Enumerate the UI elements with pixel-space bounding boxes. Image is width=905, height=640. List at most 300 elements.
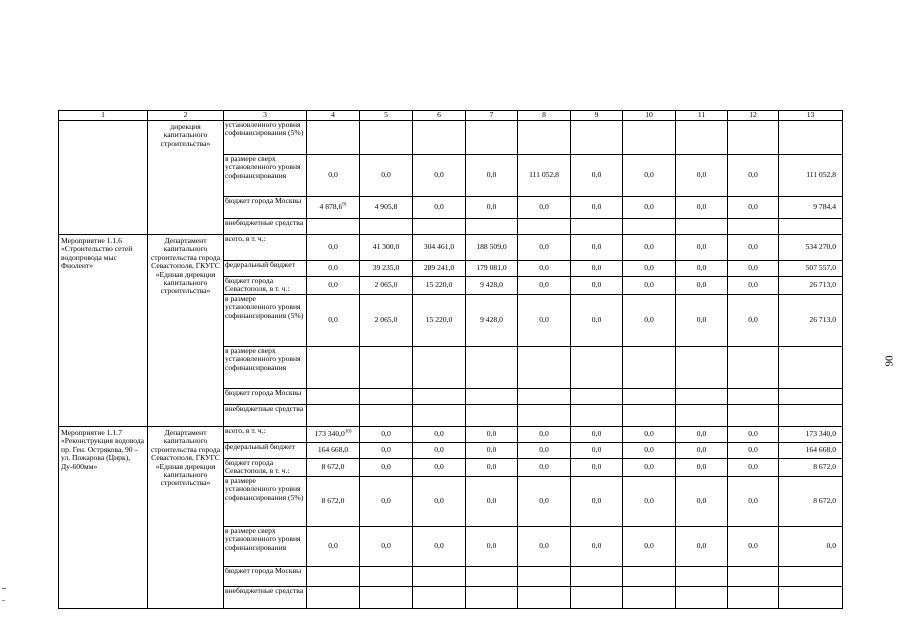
- value-cell: [676, 219, 728, 235]
- value-cell: [360, 587, 413, 609]
- value-cell: [728, 567, 779, 587]
- value-cell: [571, 405, 623, 427]
- value-cell: [466, 527, 518, 567]
- funding-source-cell: в размере сверх установленного уровня софинансирования: [224, 155, 307, 197]
- value-cell: [413, 405, 466, 427]
- value-text: 164 668,0: [805, 445, 836, 455]
- value-cell: [466, 261, 518, 277]
- column-header-row: [59, 111, 843, 121]
- value-text: 0,0: [748, 170, 758, 180]
- table-row: [59, 427, 843, 443]
- activity-cell: [59, 121, 148, 235]
- table-row: [59, 121, 843, 155]
- value-cell: [779, 477, 843, 527]
- value-text: 0,0: [644, 445, 654, 455]
- value-text: 0,0: [486, 429, 497, 439]
- funding-source-cell: бюджет города Севастополя, в т. ч.:: [224, 459, 307, 477]
- value-text: 0,0: [748, 541, 758, 551]
- value-text: 0,0: [381, 541, 391, 551]
- value-cell: [623, 459, 676, 477]
- funding-source-cell: в размере установленного уровня софинансирования (5%): [224, 477, 307, 527]
- value-cell: [779, 427, 843, 443]
- value-cell: [413, 427, 466, 443]
- value-text: 0,0: [748, 462, 758, 472]
- value-text: 0,0: [539, 541, 549, 551]
- value-cell: [571, 389, 623, 405]
- value-cell: [360, 443, 413, 459]
- value-text: 9 784,4: [813, 202, 836, 212]
- value-text: 0,0: [591, 445, 602, 455]
- value-cell: [307, 477, 360, 527]
- value-cell: [360, 527, 413, 567]
- value-cell: [676, 427, 728, 443]
- value-text: 0,0: [644, 315, 654, 325]
- value-cell: [307, 235, 360, 261]
- value-cell: [466, 443, 518, 459]
- value-text: 0,0: [696, 202, 707, 212]
- value-cell: [779, 443, 843, 459]
- footnote-mark: 10): [344, 429, 352, 435]
- value-cell: [623, 197, 676, 219]
- value-cell: [676, 155, 728, 197]
- value-cell: [571, 567, 623, 587]
- value-cell: [779, 155, 843, 197]
- value-text: 0,0: [748, 445, 758, 455]
- value-text: 0,0: [748, 242, 758, 252]
- value-cell: [360, 459, 413, 477]
- value-text: 0,0: [486, 445, 497, 455]
- value-text: 0,0: [826, 541, 836, 551]
- value-cell: [676, 197, 728, 219]
- value-cell: [413, 587, 466, 609]
- value-cell: [728, 277, 779, 295]
- funding-source-cell: федеральный бюджет: [224, 443, 307, 459]
- value-cell: [623, 427, 676, 443]
- value-cell: [728, 389, 779, 405]
- value-cell: [413, 459, 466, 477]
- value-text: 0,0: [591, 263, 602, 273]
- value-text: 0,0: [434, 541, 444, 551]
- value-cell: [307, 347, 360, 389]
- value-cell: [571, 261, 623, 277]
- value-cell: [676, 295, 728, 347]
- column-header: 8: [518, 111, 571, 121]
- value-cell: [518, 427, 571, 443]
- value-cell: [518, 443, 571, 459]
- value-cell: [676, 527, 728, 567]
- value-cell: [728, 477, 779, 527]
- value-text: 0,0: [644, 202, 654, 212]
- value-text: 0,0: [696, 263, 707, 273]
- value-text: 0,0: [748, 202, 758, 212]
- value-cell: [466, 277, 518, 295]
- column-header: 9: [571, 111, 623, 121]
- value-cell: [360, 197, 413, 219]
- value-cell: [779, 219, 843, 235]
- value-cell: [518, 587, 571, 609]
- value-cell: [571, 155, 623, 197]
- column-header: 2: [148, 111, 224, 121]
- value-cell: [676, 235, 728, 261]
- value-cell: [676, 587, 728, 609]
- value-cell: [779, 567, 843, 587]
- value-cell: [466, 477, 518, 527]
- value-cell: [413, 477, 466, 527]
- value-cell: [360, 261, 413, 277]
- value-cell: [676, 277, 728, 295]
- value-text: 0,0: [748, 429, 758, 439]
- value-text: 188 509,0: [476, 242, 507, 252]
- value-cell: [413, 277, 466, 295]
- value-text: 0,0: [328, 242, 338, 252]
- value-cell: [728, 459, 779, 477]
- value-cell: [728, 427, 779, 443]
- value-text: 111 052,8: [806, 170, 836, 180]
- value-text: 0,0: [696, 429, 707, 439]
- value-text: 15 220,0: [425, 315, 453, 325]
- value-cell: [518, 459, 571, 477]
- value-text: 0,0: [328, 541, 338, 551]
- value-cell: [413, 443, 466, 459]
- value-cell: [779, 197, 843, 219]
- value-text: 0,0: [644, 170, 654, 180]
- column-header: 3: [224, 111, 307, 121]
- value-cell: [571, 443, 623, 459]
- value-cell: [779, 261, 843, 277]
- value-text: 304 461,0: [423, 242, 455, 252]
- value-cell: [360, 427, 413, 443]
- value-cell: [728, 235, 779, 261]
- value-text: 173 340,0: [805, 429, 836, 439]
- value-cell: [466, 295, 518, 347]
- value-text: 0,0: [644, 263, 654, 273]
- value-text: 0,0: [381, 496, 391, 506]
- value-cell: [779, 121, 843, 155]
- value-text: 173 340,0: [314, 429, 345, 439]
- value-cell: [571, 527, 623, 567]
- value-text: 0,0: [381, 170, 391, 180]
- value-cell: [307, 427, 360, 443]
- value-cell: [779, 347, 843, 389]
- column-header: 1: [59, 111, 148, 121]
- value-cell: [413, 261, 466, 277]
- value-cell: [728, 443, 779, 459]
- value-cell: [413, 527, 466, 567]
- value-text: 0,0: [328, 263, 338, 273]
- value-cell: [307, 261, 360, 277]
- value-cell: [571, 121, 623, 155]
- column-header: 6: [413, 111, 466, 121]
- value-cell: [518, 295, 571, 347]
- value-text: 0,0: [644, 242, 654, 252]
- value-cell: [623, 347, 676, 389]
- value-text: 0,0: [748, 496, 758, 506]
- value-cell: [307, 405, 360, 427]
- value-text: 9 428,0: [480, 315, 503, 325]
- value-cell: [466, 235, 518, 261]
- value-text: 4 905,8: [374, 202, 398, 212]
- value-cell: [360, 389, 413, 405]
- column-header: 10: [623, 111, 676, 121]
- value-text: 0,0: [539, 496, 549, 506]
- value-cell: [413, 347, 466, 389]
- funding-source-cell: внебюджетные средства: [224, 587, 307, 609]
- value-cell: [466, 219, 518, 235]
- value-cell: [571, 459, 623, 477]
- value-cell: [623, 389, 676, 405]
- value-cell: [518, 197, 571, 219]
- value-cell: [779, 405, 843, 427]
- column-header: 7: [466, 111, 518, 121]
- value-text: 0,0: [486, 170, 497, 180]
- value-text: 0,0: [748, 315, 758, 325]
- funding-source-cell: бюджет города Москвы: [224, 567, 307, 587]
- table-body: [59, 111, 843, 609]
- value-cell: [307, 459, 360, 477]
- value-text: 507 557,0: [805, 263, 836, 273]
- value-text: 0,0: [591, 170, 602, 180]
- value-cell: [571, 427, 623, 443]
- value-text: 4 878,6: [319, 202, 343, 212]
- value-cell: [779, 235, 843, 261]
- value-cell: [466, 405, 518, 427]
- activity-cell: Мероприятие 1.1.6 «Строительство сетей водопровода мыс Фиолент»: [59, 235, 148, 427]
- value-cell: [779, 389, 843, 405]
- value-text: 0,0: [486, 202, 497, 212]
- value-cell: [623, 295, 676, 347]
- value-cell: [676, 121, 728, 155]
- value-cell: [360, 405, 413, 427]
- value-cell: [307, 443, 360, 459]
- value-cell: [623, 155, 676, 197]
- value-cell: [413, 295, 466, 347]
- value-cell: [518, 261, 571, 277]
- value-text: 179 081,0: [476, 263, 507, 273]
- funding-source-cell: в размере установленного уровня софинансирования (5%): [224, 295, 307, 347]
- funding-source-cell: всего, в т. ч.:: [224, 427, 307, 443]
- value-cell: [571, 477, 623, 527]
- value-text: 0,0: [591, 315, 602, 325]
- value-cell: [676, 567, 728, 587]
- value-cell: [518, 567, 571, 587]
- value-text: 0,0: [591, 242, 602, 252]
- value-text: 0,0: [434, 445, 444, 455]
- value-text: 0,0: [328, 315, 338, 325]
- funding-source-cell: бюджет города Севастополя, в т. ч.:: [224, 277, 307, 295]
- scan-edge-mark: [2, 600, 5, 601]
- value-cell: [413, 219, 466, 235]
- value-cell: [571, 347, 623, 389]
- value-text: 0,0: [696, 496, 707, 506]
- value-cell: [413, 155, 466, 197]
- value-cell: [518, 219, 571, 235]
- value-cell: [571, 295, 623, 347]
- value-text: 39 235,0: [372, 263, 400, 273]
- funding-source-cell: бюджет города Москвы: [224, 197, 307, 219]
- value-text: 0,0: [434, 496, 444, 506]
- value-text: 0,0: [644, 541, 654, 551]
- activity-cell: Мероприятие 1.1.7 «Реконструкция водовода пр. Ген. Острякова, 90 – ул. Пожарова (Цирк), Ду-600мм»: [59, 427, 148, 609]
- value-text: 0,0: [539, 462, 549, 472]
- value-cell: [623, 443, 676, 459]
- value-cell: [360, 121, 413, 155]
- value-text: 8 672,0: [813, 462, 836, 472]
- value-cell: [413, 197, 466, 219]
- value-text: 0,0: [539, 242, 549, 252]
- value-text: 0,0: [434, 170, 444, 180]
- executor-cell: дирекция капитального строительства»: [148, 121, 224, 235]
- value-cell: [779, 277, 843, 295]
- value-cell: [307, 389, 360, 405]
- value-cell: [728, 197, 779, 219]
- value-cell: [571, 235, 623, 261]
- value-text: 0,0: [328, 170, 338, 180]
- value-cell: [623, 527, 676, 567]
- value-text: 26 713,0: [809, 280, 836, 290]
- value-text: 0,0: [539, 263, 549, 273]
- value-cell: [518, 121, 571, 155]
- value-text: 2 065,0: [374, 280, 398, 290]
- value-cell: [307, 295, 360, 347]
- value-cell: [307, 155, 360, 197]
- value-cell: [623, 277, 676, 295]
- value-text: 0,0: [434, 202, 444, 212]
- value-cell: [779, 527, 843, 567]
- value-text: 0,0: [434, 429, 444, 439]
- value-cell: [518, 347, 571, 389]
- value-text: 0,0: [539, 280, 549, 290]
- value-cell: [413, 389, 466, 405]
- value-cell: [466, 459, 518, 477]
- value-text: 0,0: [696, 541, 707, 551]
- value-cell: [307, 219, 360, 235]
- value-cell: [360, 277, 413, 295]
- value-cell: [360, 477, 413, 527]
- value-cell: [360, 295, 413, 347]
- value-cell: [307, 277, 360, 295]
- value-text: 0,0: [644, 429, 654, 439]
- value-cell: [728, 219, 779, 235]
- value-cell: [779, 459, 843, 477]
- value-cell: [623, 587, 676, 609]
- value-cell: [571, 277, 623, 295]
- value-cell: [728, 295, 779, 347]
- value-cell: [676, 443, 728, 459]
- executor-cell: Департамент капитального строительства города Севастополя, ГКУГС «Единая дирекция капитального строительства»: [148, 235, 224, 427]
- funding-table: [58, 110, 843, 609]
- value-cell: [466, 347, 518, 389]
- value-cell: [518, 277, 571, 295]
- value-text: 2 065,0: [374, 315, 398, 325]
- value-text: 15 220,0: [425, 280, 453, 290]
- value-cell: [413, 235, 466, 261]
- value-text: 0,0: [591, 429, 602, 439]
- value-text: 0,0: [644, 462, 654, 472]
- value-text: 111 052,8: [529, 170, 559, 180]
- value-cell: [466, 567, 518, 587]
- value-text: 26 713,0: [809, 315, 836, 325]
- value-text: 0,0: [748, 263, 758, 273]
- value-cell: [779, 587, 843, 609]
- value-text: 0,0: [644, 280, 654, 290]
- funding-source-cell: внебюджетные средства: [224, 219, 307, 235]
- value-cell: [571, 587, 623, 609]
- funding-source-cell: установленного уровня софинансирования (5%): [224, 121, 307, 155]
- value-cell: [728, 261, 779, 277]
- column-header: 12: [728, 111, 779, 121]
- value-cell: [360, 219, 413, 235]
- executor-cell: Департамент капитального строительства города Севастополя, ГКУГС «Единая дирекция капитального строительства»: [148, 427, 224, 609]
- value-cell: [307, 121, 360, 155]
- funding-source-cell: в размере сверх установленного уровня софинансирования: [224, 347, 307, 389]
- value-text: 9 428,0: [480, 280, 503, 290]
- value-text: 0,0: [486, 541, 497, 551]
- value-cell: [623, 121, 676, 155]
- value-text: 0,0: [539, 429, 549, 439]
- value-text: 0,0: [486, 496, 497, 506]
- value-text: 8 672,0: [813, 496, 836, 506]
- value-cell: [360, 567, 413, 587]
- value-cell: [676, 389, 728, 405]
- value-cell: [360, 155, 413, 197]
- column-header: 13: [779, 111, 843, 121]
- column-header: 11: [676, 111, 728, 121]
- funding-source-cell: федеральный бюджет: [224, 261, 307, 277]
- column-header: 4: [307, 111, 360, 121]
- value-cell: [623, 567, 676, 587]
- funding-source-cell: всего, в т. ч.:: [224, 235, 307, 261]
- value-cell: [466, 427, 518, 443]
- value-cell: [518, 155, 571, 197]
- value-cell: [307, 567, 360, 587]
- value-cell: [518, 477, 571, 527]
- value-cell: [466, 389, 518, 405]
- value-cell: [728, 155, 779, 197]
- value-text: 8 672,0: [321, 496, 345, 506]
- value-cell: [623, 477, 676, 527]
- funding-source-cell: в размере сверх установленного уровня софинансирования: [224, 527, 307, 567]
- value-cell: [728, 347, 779, 389]
- value-cell: [360, 235, 413, 261]
- value-cell: [413, 121, 466, 155]
- value-text: 0,0: [539, 315, 549, 325]
- value-text: 0,0: [696, 445, 707, 455]
- value-text: 0,0: [328, 280, 338, 290]
- value-cell: [728, 405, 779, 427]
- value-text: 0,0: [591, 462, 602, 472]
- value-text: 0,0: [539, 445, 549, 455]
- value-cell: [623, 261, 676, 277]
- value-cell: [623, 405, 676, 427]
- value-cell: [518, 389, 571, 405]
- value-text: 0,0: [591, 280, 602, 290]
- scan-edge-mark: [2, 588, 6, 589]
- funding-source-cell: бюджет города Москвы: [224, 389, 307, 405]
- table-row: [59, 235, 843, 261]
- value-text: 289 241,0: [423, 263, 455, 273]
- value-cell: [676, 459, 728, 477]
- value-text: 534 270,0: [805, 242, 836, 252]
- value-cell: [676, 477, 728, 527]
- value-text: 0,0: [591, 541, 602, 551]
- value-cell: [307, 587, 360, 609]
- value-text: 0,0: [696, 242, 707, 252]
- value-cell: [728, 527, 779, 567]
- footnote-mark: 9): [342, 202, 347, 208]
- value-cell: [676, 261, 728, 277]
- value-text: 0,0: [696, 315, 707, 325]
- value-cell: [466, 121, 518, 155]
